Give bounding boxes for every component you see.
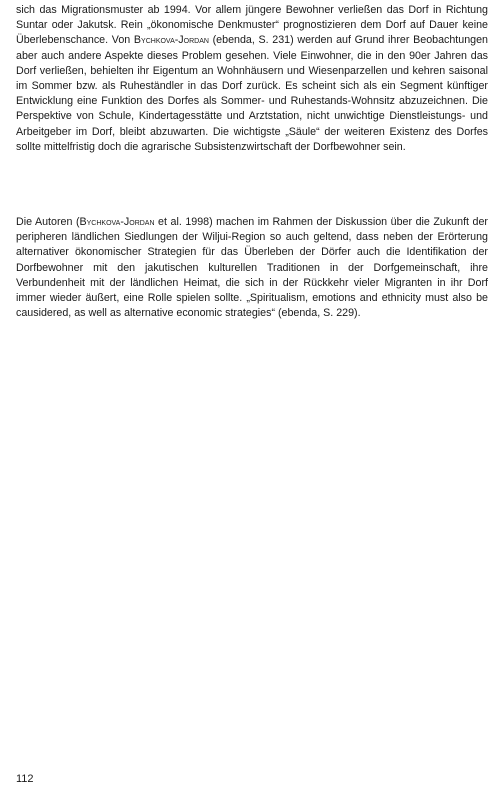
- paragraph-1-text-start: sich das Migrationsmuster ab 1994. Vor allem jüngere Bewohner verließen das Dorf in Richtung Suntar oder Jakutsk. Rein „ökonomische Denkmuster“ prognostizieren dem Dorf auf Dauer keine Überlebenschance. Von: [16, 4, 488, 47]
- author-name-small-caps: Bychkova-Jordan: [133, 34, 209, 47]
- body-paragraph-1: [16, 3, 488, 155]
- page-number: 112: [16, 773, 34, 785]
- body-paragraph-2: [16, 215, 488, 321]
- paragraph-2-text-end: et al. 1998) machen im Rahmen der Diskussion über die Zukunft der peripheren ländlichen Siedlungen der Wiljui-Region so auch geltend, dass neben der Erörterung alternativer ökonomischer Strategien für das Überleben der Dörfer auch die Identifikation der Dorfbewohner mit den jakutischen kulturellen Traditionen in der Dorfgemeinschaft, ihre Verbundenheit mit der ländlichen Heimat, die sich in der Rückkehr vieler Migranten in ihr Dorf immer wieder äußert, eine Rolle spielen sollte. „Spiritualism, emotions and ethnicity must also be causidered, as well as alternative economic strategies“ (ebenda, S. 229).: [16, 216, 488, 320]
- paragraph-1-text-end: (ebenda, S. 231) werden auf Grund ihrer Beobachtungen aber auch andere Aspekte dieses Problem gesehen. Viele Einwohner, die in den 90er Jahren das Dorf verließen, behielten ihr Eigentum an Wohnhäusern und Wiesenparzellen und kehren saisonal im Sommer bzw. als Ruheständler in das Dorf zurück. Es scheint sich als ein Segment künftiger Entwicklung eine Funktion des Dorfes als Sommer- und Ruhestands-Wohnsitz abzuzeichnen. Die Perspektive von Schule, Kindertagesstätte und Arztstation, nicht unwichtige Dienstleistungs- und Arbeitgeber im Dorf, bleibt abzuwarten. Die wichtigste „Säule“ der weiteren Existenz des Dorfes sollte mittelfristig doch die agrarische Subsistenzwirtschaft der Dorfbewohner sein.: [16, 34, 488, 153]
- author-name-small-caps: Bychkova-Jordan: [79, 216, 155, 228]
- paragraph-2-text-start: Die Autoren (: [16, 216, 80, 228]
